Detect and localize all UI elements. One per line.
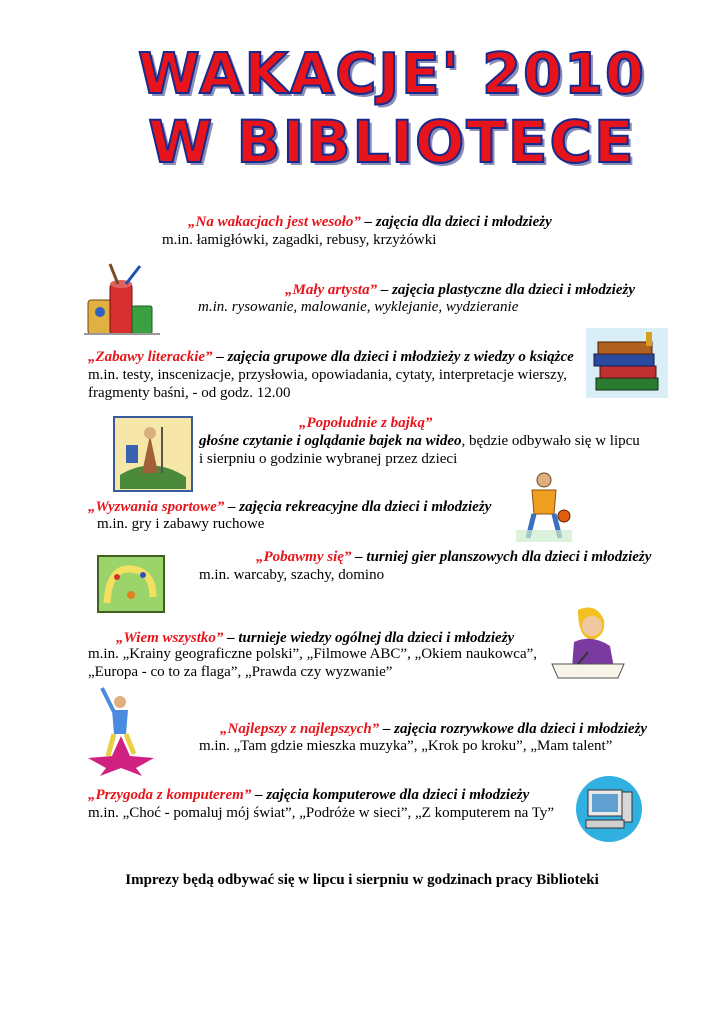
event-detail-line: fragmenty baśni, - od godz. 12.00	[88, 385, 291, 401]
event-detail-line: m.in. warcaby, szachy, domino	[199, 567, 385, 583]
event-detail-line: i sierpniu o godzinie wybranej przez dzieci	[199, 451, 458, 467]
event-detail-line: „Europa - co to za flaga”, „Prawda czy wyzwanie”	[88, 664, 393, 680]
event-desc: – zajęcia plastyczne dla dzieci i młodzieży	[377, 282, 635, 298]
event-detail-line: m.in. „Tam gdzie mieszka muzyka”, „Krok po kroku”, „Mam talent”	[199, 738, 613, 754]
event-details	[199, 566, 384, 584]
event-name: „Najlepszy z najlepszych”	[220, 721, 380, 737]
event-detail-line: m.in. gry i zabawy ruchowe	[97, 516, 265, 532]
footer-note: Imprezy będą odbywać się w lipcu i sierpniu w godzinach pracy Biblioteki	[125, 872, 599, 888]
event-name: „Mały artysta”	[285, 282, 378, 298]
event-najlepszy-z-najlepszych	[220, 720, 647, 738]
computer-icon	[574, 774, 644, 844]
event-name: „Przygoda z komputerem”	[88, 787, 252, 803]
event-details	[88, 645, 537, 681]
event-detail-line: m.in. testy, inscenizacje, przysłowia, opowiadania, cytaty, interpretacje wierszy,	[88, 367, 567, 383]
event-details	[198, 298, 518, 316]
event-desc: – zajęcia komputerowe dla dzieci i młodzieży	[251, 787, 530, 803]
dancer-star-icon	[82, 684, 160, 776]
paint-supplies-icon	[80, 262, 170, 342]
event-desc: – zajęcia dla dzieci i młodzieży	[360, 214, 552, 230]
board-game-icon	[97, 555, 165, 613]
event-details	[199, 432, 640, 468]
event-popoludnie-z-bajka	[299, 414, 432, 432]
event-name: „Na wakacjach jest wesoło”	[188, 214, 361, 230]
event-pobawmy-sie	[256, 548, 651, 566]
event-name: „Wyzwania sportowe”	[88, 499, 225, 515]
event-detail-line: m.in. „Krainy geograficzne polski”, „Filmowe ABC”, „Okiem naukowca”,	[88, 646, 538, 662]
event-desc: – zajęcia rekreacyjne dla dzieci i młodzieży	[224, 499, 492, 515]
knight-story-icon	[112, 415, 194, 493]
event-przygoda-z-komputerem	[88, 786, 554, 822]
event-desc-plain: , będzie odbywało się w lipcu	[461, 433, 640, 449]
event-details	[162, 231, 436, 249]
event-zabawy-literackie	[88, 348, 574, 402]
event-details	[97, 515, 264, 533]
event-maly-artysta	[285, 281, 635, 299]
event-desc: – zajęcia grupowe dla dzieci i młodzieży z wiedzy o książce	[212, 349, 574, 365]
event-desc: – turniej gier planszowych dla dzieci i młodzieży	[351, 549, 652, 565]
books-stack-icon	[586, 328, 668, 398]
event-desc: – turnieje wiedzy ogólnej dla dzieci i młodzieży	[223, 630, 515, 646]
event-detail-line: m.in. łamigłówki, zagadki, rebusy, krzyżówki	[162, 232, 437, 248]
event-name: „Wiem wszystko”	[116, 630, 224, 646]
event-detail-line: m.in. rysowanie, malowanie, wyklejanie, wydzieranie	[198, 299, 519, 315]
event-desc: – zajęcia rozrywkowe dla dzieci i młodzieży	[379, 721, 648, 737]
poster-title-line1: WAKACJE' 2010	[137, 42, 646, 107]
event-detail-line: m.in. „Choć - pomaluj mój świat”, „Podróże w sieci”, „Z komputerem na Ty”	[88, 805, 555, 821]
event-desc-bold: głośne czytanie i oglądanie bajek na wideo	[199, 433, 462, 449]
event-name: „Zabawy literackie”	[88, 349, 213, 365]
writing-girl-icon	[548, 602, 634, 682]
event-wyzwania-sportowe	[88, 498, 491, 516]
event-details	[199, 737, 612, 755]
event-na-wakacjach	[188, 213, 552, 231]
poster-title-line2: W BIBLIOTECE	[148, 108, 636, 176]
event-name: „Popołudnie z bajką”	[299, 415, 433, 431]
basketball-player-icon	[516, 470, 572, 542]
event-name: „Pobawmy się”	[256, 549, 352, 565]
